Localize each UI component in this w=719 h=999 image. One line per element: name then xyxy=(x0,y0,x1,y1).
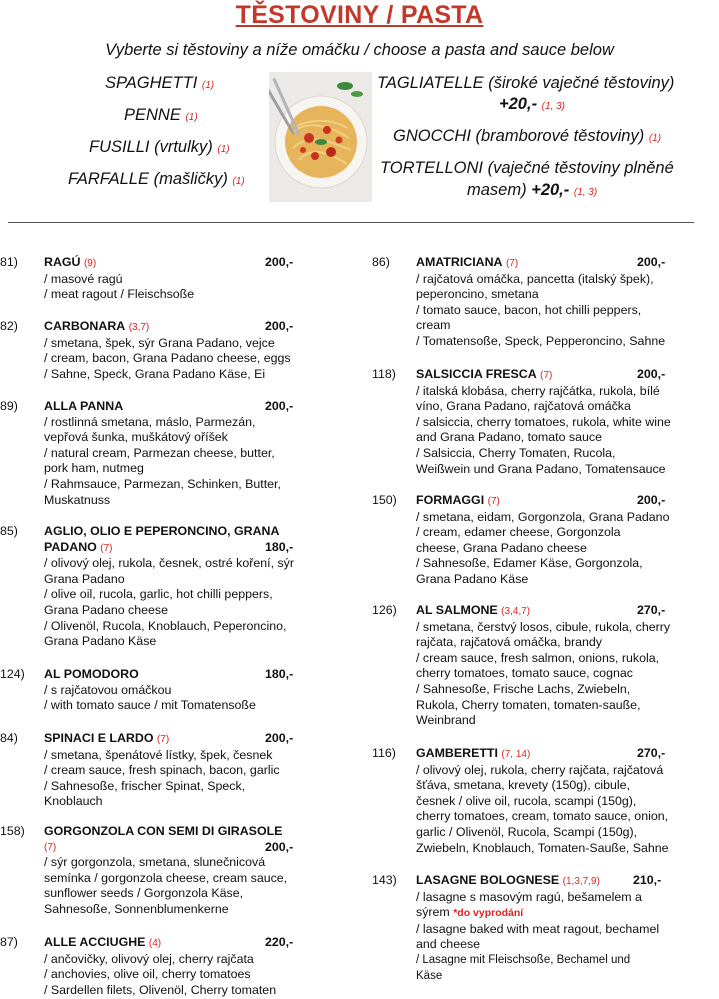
item-price: 180,- xyxy=(265,540,294,554)
pasta-farfalle xyxy=(68,170,245,189)
item-desc: Zwiebeln, Knoblauch, Tomaten-Saußе, Sahne xyxy=(416,840,669,855)
pasta-name: PENNE xyxy=(124,106,181,124)
item-price: 200,- xyxy=(637,367,666,381)
item-desc: / Salsiccia, Cherry Tomaten, Rucola, xyxy=(416,445,616,460)
item-desc: Grana Padano cheese xyxy=(44,602,168,617)
item-desc: cheese, Grana Padano cheese xyxy=(416,540,587,555)
item-name: GORGONZOLA CON SEMI DI GIRASOLE xyxy=(44,824,283,838)
item-number: 85) xyxy=(0,524,18,538)
pasta-name: FARFALLE (mašličky) xyxy=(68,170,228,188)
item-desc: / Lasagne mit Fleischsoße, Bechamel und xyxy=(416,953,631,966)
item-desc: / smetana, čerstvý losos, cibule, rukola, cherry xyxy=(416,619,671,634)
item-name: LASAGNE BOLOGNESE xyxy=(416,873,560,887)
allergens: (7) xyxy=(505,258,519,269)
item-price: 200,- xyxy=(265,840,294,854)
item-price: 200,- xyxy=(637,493,666,507)
item-desc: / salsiccia, cherry tomatoes, rukola, white wine xyxy=(416,414,671,429)
item-desc: / smetana, špenátové lístky, špek, česnek xyxy=(44,747,273,762)
item-desc: / Sardellen filets, Olivenöl, Cherry tomaten xyxy=(44,982,277,997)
item-number: 150) xyxy=(372,493,397,507)
item-price: 270,- xyxy=(637,603,666,617)
item-number: 81) xyxy=(0,255,18,269)
item-desc: / smetana, špek, sýr Grana Padano, vejce xyxy=(44,335,275,350)
item-desc: / tomato sauce, bacon, hot chilli peppers, xyxy=(416,302,642,317)
item-desc: Weißwein und Grana Padano, Tomatensauce xyxy=(416,461,666,476)
item-desc: sýrem xyxy=(416,905,450,920)
item-name: ALLA PANNA xyxy=(44,399,124,413)
page-title: TĚSTOVINY / PASTA xyxy=(235,1,484,29)
allergens: (4) xyxy=(148,938,162,949)
allergens: (7, 14) xyxy=(501,749,531,760)
allergens: (1, 3) xyxy=(541,101,566,112)
allergens: (7) xyxy=(100,542,113,554)
item-name: AL POMODORO xyxy=(44,667,139,681)
item-desc: / cream, bacon, Grana Padano cheese, eggs xyxy=(44,351,291,366)
allergens: (1) xyxy=(217,144,230,155)
item-desc: víno, Grana Padano, rajčatová omáčka xyxy=(416,399,631,414)
item-desc: Grana Padano Käse xyxy=(44,634,157,649)
item-desc: česnek / olive oil, rucola, scampi (150g), xyxy=(416,793,637,808)
pasta-name: SPAGHETTI xyxy=(105,74,198,92)
item-name: PADANO xyxy=(44,539,97,554)
item-price: 210,- xyxy=(633,873,662,887)
item-desc: peperoncino, smetana xyxy=(416,287,539,302)
item-desc: Weinbrand xyxy=(416,713,476,728)
item-number: 158) xyxy=(0,824,25,838)
pasta-name: FUSILLI (vrtulky) xyxy=(89,138,213,156)
item-desc: / rostlinná smetana, máslo, Parmezán, xyxy=(44,414,256,429)
item-desc: / sýr gorgonzola, smetana, slunečnicová xyxy=(44,855,266,870)
item-name: ALLE ACCIUGHE xyxy=(44,935,146,949)
allergens: (7) xyxy=(44,841,57,853)
item-price: 220,- xyxy=(265,935,294,949)
item-desc: / cream sauce, fresh spinach, bacon, garlic xyxy=(44,763,280,778)
item-name: RAGÚ xyxy=(44,255,81,269)
pasta-tortelloni xyxy=(380,159,674,178)
item-number: 143) xyxy=(372,873,397,887)
allergens: (7) xyxy=(487,496,500,507)
item-number: 118) xyxy=(372,367,396,381)
item-number: 116) xyxy=(372,746,396,760)
pasta-penne xyxy=(124,106,198,125)
item-price: 200,- xyxy=(637,255,666,269)
item-price: 200,- xyxy=(265,319,294,333)
item-price: 180,- xyxy=(265,667,294,681)
item-desc: pork ham, nutmeg xyxy=(44,461,144,476)
item-desc: / italská klobása, cherry rajčátka, rukola, bílé xyxy=(416,383,660,398)
item-desc: / olivový olej, rukola, cherry rajčata, rajčatová xyxy=(416,762,664,777)
pasta-name: TAGLIATELLE (široké vaječné těstoviny) xyxy=(377,74,675,92)
plate-of-spaghetti-photo xyxy=(269,72,372,202)
item-desc: šťáva, smetana, krevety (150g), cibule, xyxy=(416,778,631,793)
allergens: (9) xyxy=(83,258,97,269)
item-desc: / Sahnesoße, frischer Spinat, Speck, xyxy=(44,778,246,793)
pasta-tortelloni-line2 xyxy=(467,181,597,200)
item-number: 89) xyxy=(0,399,18,413)
pasta-name: GNOCCHI (bramborové těstoviny) xyxy=(393,127,645,145)
allergens: (3,7) xyxy=(128,322,150,333)
item-desc: / ančovičky, olivový olej, cherry rajčata xyxy=(44,951,254,966)
item-number: 87) xyxy=(0,935,18,949)
item-price: 200,- xyxy=(265,731,294,745)
pasta-name: TORTELLONI (vaječné těstoviny plněné xyxy=(380,159,674,177)
item-desc: / s rajčatovou omáčkou xyxy=(44,682,172,697)
item-desc: / rajčatová omáčka, pancetta (italský špek), xyxy=(416,271,654,286)
item-price: 200,- xyxy=(265,399,294,413)
item-desc: Sahnesoße, Sonnenblumenkerne xyxy=(44,901,229,916)
item-desc: Käse xyxy=(416,969,443,982)
item-desc: / Sahnesoße, Edamer Käse, Gorgonzola, xyxy=(416,556,643,571)
item-name: SPINACI E LARDO xyxy=(44,731,154,745)
item-desc: / olivový olej, rukola, česnek, ostré koření, sýr xyxy=(44,556,294,571)
item-desc: / lasagne s masovým ragú, bešamelem a xyxy=(416,889,642,904)
surcharge: +20,- xyxy=(499,95,538,113)
item-desc: / masové ragú xyxy=(44,271,123,286)
item-desc: / natural cream, Parmezan cheese, butter, xyxy=(44,445,275,460)
item-desc: / Rahmsauce, Parmezan, Schinken, Butter, xyxy=(44,476,281,491)
sold-out-note: *do vyprodání xyxy=(453,907,524,920)
item-number: 82) xyxy=(0,319,18,333)
item-desc: cherry tomatoes, tomato sauce, cognac xyxy=(416,666,633,681)
item-desc: Knoblauch xyxy=(44,794,103,809)
item-desc: / smetana, eidam, Gorgonzola, Grana Padano xyxy=(416,509,670,524)
item-desc: garlic / Olivenöl, Rucola, Scampi (150g), xyxy=(416,824,638,839)
divider xyxy=(8,222,694,223)
item-number: 124) xyxy=(0,667,25,681)
allergens: (1) xyxy=(648,133,662,144)
item-desc: / Sahne, Speck, Grana Padano Käse, Ei xyxy=(44,366,266,381)
item-desc: / anchovies, olive oil, cherry tomatoes xyxy=(44,967,251,982)
pasta-name: masem) xyxy=(467,181,527,199)
item-name: AGLIO, OLIO E PEPERONCINO, GRANA xyxy=(44,524,280,538)
allergens: (1) xyxy=(201,80,215,91)
item-name: CARBONARA xyxy=(44,319,126,333)
item-desc: / Olivenöl, Rucola, Knoblauch, Peperoncino, xyxy=(44,618,287,633)
item-desc: / cream sauce, fresh salmon, onions, rukola, xyxy=(416,650,660,665)
item-desc: / with tomato sauce / mit Tomatensoße xyxy=(44,698,256,713)
item-desc: semínka / gorgonzola cheese, cream sauce, xyxy=(44,870,288,885)
pasta-gnocchi xyxy=(393,127,661,146)
item-desc: / Tomatensoße, Speck, Pepperoncino, Sahne xyxy=(416,333,666,348)
allergens: (1,3,7,9) xyxy=(562,876,600,887)
pasta-tagliatelle-price xyxy=(499,95,565,114)
pasta-spaghetti xyxy=(105,74,214,93)
item-desc: and Grana Padano, tomato sauce xyxy=(416,430,602,445)
item-desc: Grana Padano xyxy=(44,571,125,586)
item-name: SALSICCIA FRESCA xyxy=(416,367,537,381)
item-desc: and cheese xyxy=(416,937,481,952)
item-desc: Rukola, Cherry tomaten, tomaten-sauße, xyxy=(416,697,641,712)
item-desc: / olive oil, rucola, garlic, hot chilli peppers, xyxy=(44,587,273,602)
item-desc: / lasagne baked with meat ragout, bechamel xyxy=(416,921,660,936)
item-name: GAMBERETTI xyxy=(416,746,498,760)
item-desc: cream xyxy=(416,318,451,333)
allergens: (1) xyxy=(185,112,198,123)
pasta-tagliatelle xyxy=(377,74,674,93)
item-desc: / meat ragout / Fleischsoße xyxy=(44,287,195,302)
item-number: 126) xyxy=(372,603,397,617)
allergens: (1) xyxy=(232,176,245,187)
page-subtitle: Vyberte si těstoviny a níže omáčku / choose a pasta and sauce below xyxy=(105,41,614,59)
item-desc: cherry tomatoes, cream, tomato sauce, onion, xyxy=(416,809,669,824)
allergens: (7) xyxy=(540,370,553,381)
item-desc: / Sahnesoße, Frische Lachs, Zwiebeln, xyxy=(416,681,631,696)
allergens: (1, 3) xyxy=(573,187,598,198)
surcharge: +20,- xyxy=(531,181,570,199)
item-desc: sunflower seeds / Gorgonzola Käse, xyxy=(44,886,244,901)
item-name: AL SALMONE xyxy=(416,603,498,617)
item-number: 84) xyxy=(0,731,18,745)
item-number: 86) xyxy=(372,255,390,269)
item-name: AMATRICIANA xyxy=(416,255,503,269)
item-price: 270,- xyxy=(637,746,666,760)
pasta-fusilli xyxy=(89,138,230,157)
item-desc: Muskatnuss xyxy=(44,492,111,507)
item-desc: vepřová šunka, muškátový oříšek xyxy=(44,430,228,445)
item-desc: rajčata, rajčatová omáčka, brandy xyxy=(416,635,602,650)
item-desc: Grana Padano Käse xyxy=(416,571,529,586)
allergens: (3,4,7) xyxy=(501,606,531,617)
allergens: (7) xyxy=(156,734,170,745)
item-desc: / cream, edamer cheese, Gorgonzola xyxy=(416,525,621,540)
item-price: 200,- xyxy=(265,255,294,269)
item-name: FORMAGGI xyxy=(416,493,485,507)
